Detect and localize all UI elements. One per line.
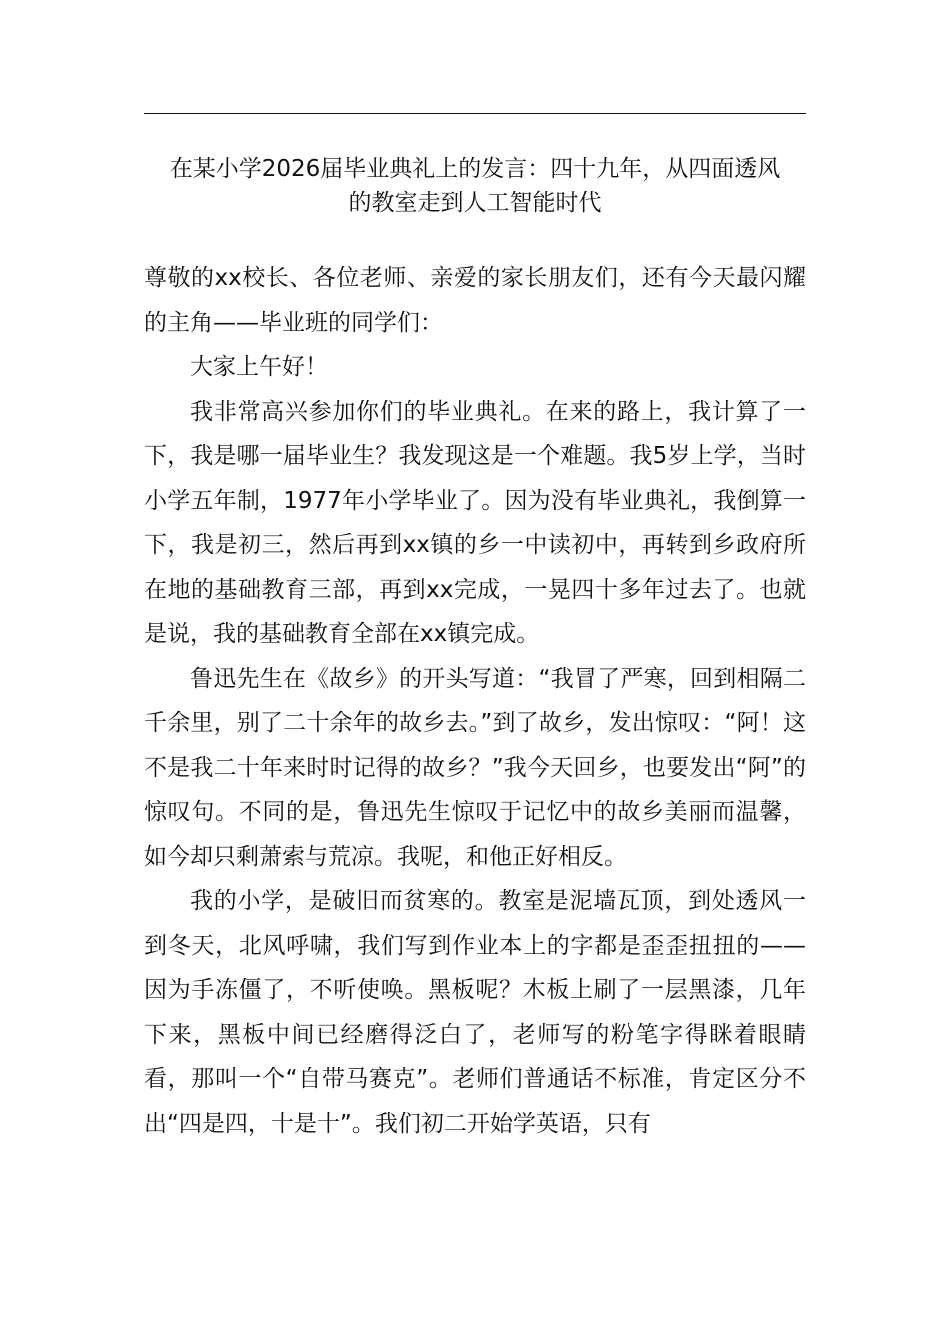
body-paragraph: 我的小学，是破旧而贫寒的。教室是泥墙瓦顶，到处透风一到冬天，北风呼啸，我们写到作业本上的字都是歪歪扭扭的——因为手冻僵了，不听使唤。黑板呢？木板上刷了一层黑漆，几年下来，黑板中间已经磨得泛白了，老师写的粉笔字得眯着眼睛看，那叫一个“自带马赛克”。老师们普通话不标准，肯定区分不出“四是四，十是十”。我们初二开始学英语，只有 (144, 888, 806, 1137)
header-rule (144, 113, 806, 114)
body-paragraph: 我非常高兴参加你们的毕业典礼。在来的路上，我计算了一下，我是哪一届毕业生？我发现这是一个难题。我5岁上学，当时小学五年制，1977年小学毕业了。因为没有毕业典礼，我倒算一下，我是初三，然后再到xx镇的乡一中读初中，再转到乡政府所在地的基础教育三部，再到xx完成，一晃四十多年过去了。也就是说，我的基础教育全部在xx镇完成。 (144, 398, 806, 647)
document-body (144, 256, 806, 1146)
body-paragraph: 鲁迅先生在《故乡》的开头写道：“我冒了严寒，回到相隔二千余里，别了二十余年的故乡去。”到了故乡，发出惊叹：“阿！这不是我二十年来时时记得的故乡？”我今天回乡，也要发出“阿”的惊叹句。不同的是，鲁迅先生惊叹于记忆中的故乡美丽而温馨，如今却只剩萧索与荒凉。我呢，和他正好相反。 (144, 665, 806, 870)
title-line-2: 的教室走到人工智能时代 (348, 190, 602, 216)
document-title (144, 152, 806, 220)
title-line-1: 在某小学2026届毕业典礼上的发言：四十九年，从四面透风 (169, 156, 781, 182)
greeting-paragraph: 大家上午好！ (190, 354, 328, 380)
salutation-paragraph: 尊敬的xx校长、各位老师、亲爱的家长朋友们，还有今天最闪耀的主角——毕业班的同学们： (144, 265, 806, 336)
